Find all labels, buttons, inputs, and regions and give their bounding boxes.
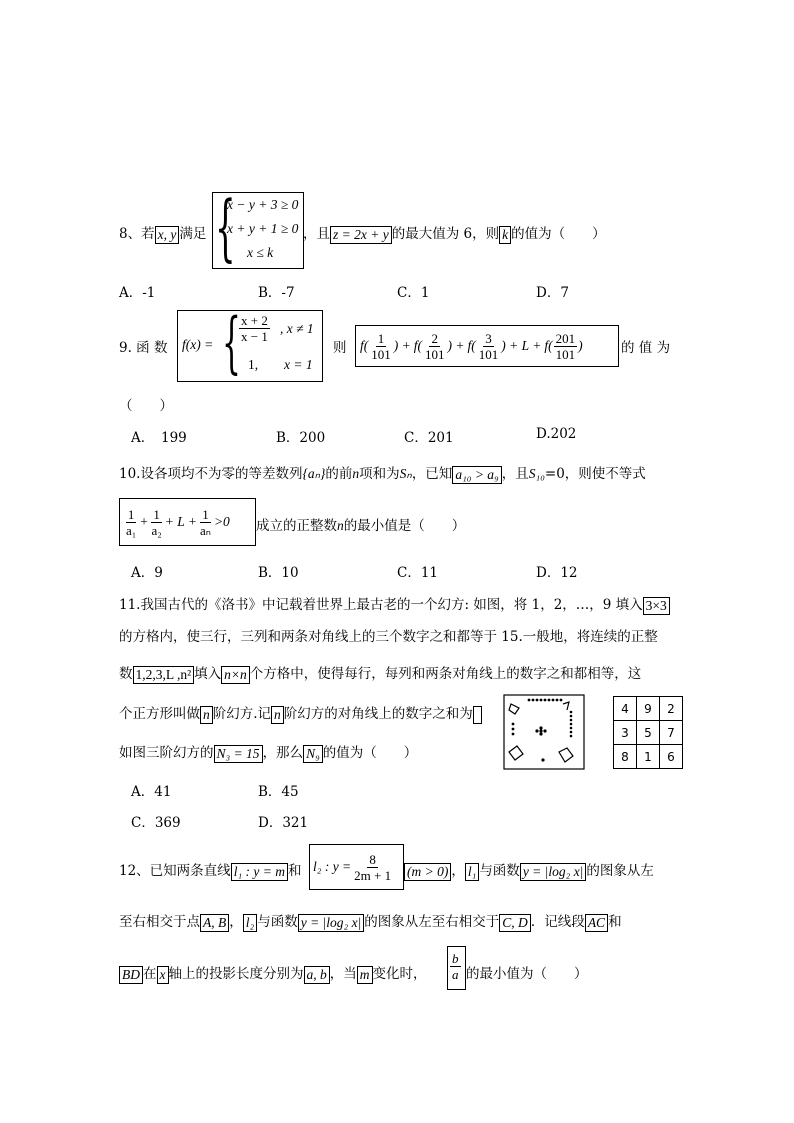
- q11-line3-a: 数: [119, 666, 133, 682]
- q10-term3-frac: [198, 507, 213, 538]
- q10-line1-c: 项和为: [359, 466, 400, 482]
- q10-term2-num: 1: [153, 506, 160, 522]
- q10-term1-frac: [124, 507, 138, 538]
- q11-line5: [119, 741, 417, 763]
- q9-option-c[interactable]: C．201: [404, 430, 454, 446]
- q10-line2-b: 的最小值是（ ）: [343, 518, 466, 534]
- q10-line1-f: =0，则使不等式: [544, 466, 646, 482]
- q10-line1-e: ，且: [501, 466, 529, 482]
- q12-l2-ref-box: l₂: [243, 914, 257, 932]
- q11-3x3-box: 3×3: [643, 597, 670, 615]
- q11-line1-a: 11.我国古代的《洛书》中记载着世界上最古老的一个幻方: 如图，将 1，2，…，9 填入: [119, 597, 643, 613]
- q9-term4-post: ): [578, 338, 583, 353]
- q10-option-c[interactable]: C．11: [397, 565, 439, 581]
- magic-square-cell: 9: [637, 697, 660, 721]
- q9-term4-pre: f(: [544, 338, 553, 353]
- q11-option-b[interactable]: B．45: [258, 784, 299, 800]
- q8-ineq-1: x − y + 3 ≥ 0: [227, 197, 299, 212]
- q9-option-b[interactable]: B．200: [276, 430, 326, 446]
- q12-line3-c: ，当: [329, 966, 357, 982]
- q12-ba-frac-box: [447, 946, 466, 990]
- q9-term3-frac: [477, 331, 501, 362]
- q8-brace: {: [215, 185, 236, 269]
- q8-stem: [119, 222, 206, 244]
- q12-line3-d: 变化时，: [372, 966, 427, 982]
- q10-cond-box: a₁₀ > a₉: [452, 466, 501, 484]
- q10-term3-op: >0: [213, 514, 230, 529]
- q10-option-a[interactable]: A．9: [131, 565, 163, 581]
- q8-satisfy: 满足: [179, 226, 207, 242]
- magic-square-row: [614, 745, 683, 769]
- q9-term2-post: ) +: [447, 338, 465, 353]
- q9-func-box: [177, 304, 323, 382]
- q12-ba-frac: [450, 951, 461, 982]
- q12-l2-den: 2m + 1: [354, 867, 392, 883]
- q10-option-b[interactable]: B．10: [258, 565, 299, 581]
- q9-brace: {: [222, 304, 241, 381]
- q10-ineq-box: [119, 498, 256, 546]
- q12-l2-num: 8: [369, 851, 376, 867]
- q10-line1-b: 的前: [325, 466, 353, 482]
- q12-m-box: m: [357, 966, 373, 984]
- q8-prefix: 8、若: [119, 226, 155, 242]
- q10-s10: S₁₀: [528, 466, 545, 481]
- q11-line4: [119, 702, 482, 724]
- q9-option-a[interactable]: A． 199: [131, 430, 187, 446]
- q10-line1-a: 10.设各项均不为零的等差数列: [119, 466, 303, 482]
- q12-ba-den: a: [452, 967, 459, 982]
- q9-sum: [360, 329, 583, 363]
- q12-line1-tail: 的图象从左: [586, 863, 654, 879]
- q11-option-d[interactable]: D．321: [258, 815, 309, 831]
- magic-square-cell: 2: [660, 697, 683, 721]
- q10-ineq: [123, 503, 230, 541]
- q10-sn: Sₙ: [399, 466, 412, 481]
- q11-line4-a: 个正方形叫做: [119, 706, 200, 722]
- q8-system-box: [212, 185, 304, 269]
- q8-k-box: k: [499, 226, 511, 244]
- q8-tail1: 的最大值为 6，则: [391, 226, 500, 242]
- q11-n9-box: N₉: [303, 745, 323, 763]
- q8-option-c[interactable]: C．1: [397, 285, 430, 301]
- q11-line1: [119, 593, 670, 615]
- q9-term3-post: ) + L +: [501, 338, 542, 353]
- magic-square-cell: 3: [614, 721, 637, 745]
- q8-and: ，且: [303, 226, 330, 242]
- q9-then: 则: [333, 340, 347, 356]
- q10-term2-frac: [149, 507, 163, 538]
- q12-intro: 12、已知两条直线: [119, 863, 231, 879]
- magic-square-cell: 4: [614, 697, 637, 721]
- magic-square-cell: 7: [660, 721, 683, 745]
- magic-square-cell: 5: [637, 721, 660, 745]
- q12-bd-box: BD: [119, 966, 143, 984]
- q8-option-b[interactable]: B．-7: [258, 285, 295, 301]
- q12-line3: [119, 962, 427, 984]
- magic-square-row: [614, 697, 683, 721]
- q9-paren: （ ）: [119, 398, 173, 414]
- q11-line5-c: 的值为（ ）: [322, 745, 418, 761]
- q11-n-box-1: n: [200, 706, 213, 724]
- q11-line3-b: 填入: [194, 666, 222, 682]
- q9-term4-frac: [554, 331, 578, 362]
- magic-square-grid: [613, 696, 683, 769]
- q10-line1: [119, 462, 646, 484]
- q8-option-d[interactable]: D．7: [536, 285, 569, 301]
- q10-term1-op: +: [139, 514, 149, 529]
- q10-term3-num: 1: [202, 506, 209, 522]
- q12-func-box-2: y = |log₂ x|: [298, 914, 365, 932]
- magic-square-cell: 1: [637, 745, 660, 769]
- q9-case2-cond: x = 1: [284, 357, 313, 372]
- q12-l2-frac: [352, 852, 393, 883]
- q12-ab-box: A, B: [200, 914, 229, 932]
- q12-cd-box: C, D: [499, 914, 531, 932]
- q9-prefix: 9. 函 数: [119, 340, 168, 356]
- q12-line2-a: 至右相交于点: [119, 914, 200, 930]
- q11-line2: 的方格内，使三行，三列和两条对角线上的三个数字之和都等于 15.一般地，将连续的正整: [119, 629, 658, 645]
- q11-option-c[interactable]: C．369: [131, 815, 181, 831]
- q12-l1-ref-box: l₁: [465, 863, 479, 881]
- q12-x-box: x: [157, 966, 169, 984]
- q12-line2-e: ．记线段: [530, 914, 585, 930]
- q12-ba-num: b: [452, 951, 459, 966]
- q8-objective-box: z = 2x + y: [330, 226, 392, 244]
- q9-term2-den: 101: [424, 346, 445, 362]
- luoshu-figure: [503, 694, 585, 770]
- q11-option-a[interactable]: A．41: [131, 784, 172, 800]
- q8-option-a[interactable]: A．-1: [119, 285, 156, 301]
- q10-term2-den: a₂: [151, 522, 162, 538]
- magic-square-row: [614, 721, 683, 745]
- q9-term3-den: 101: [478, 346, 499, 362]
- q9-term4-den: 101: [555, 346, 576, 362]
- q12-func-box: y = |log₂ x|: [520, 863, 587, 881]
- q8-tail2: 的值为（ ）: [511, 226, 606, 242]
- q12-with-func: 与函数: [479, 863, 520, 879]
- q10-term2-op: + L +: [164, 514, 197, 529]
- q10-term1-num: 1: [127, 506, 135, 522]
- q11-line5-a: 如图三阶幻方的: [119, 745, 214, 761]
- q12-line3-tail: 的最小值为（ ）: [466, 966, 588, 982]
- q12-line1-b: [404, 859, 654, 881]
- q12-line2: [119, 910, 622, 932]
- q11-line3: [119, 662, 641, 684]
- q10-line2-a: 成立的正整数: [256, 518, 337, 534]
- q12-ab-proj-box: a, b: [304, 966, 330, 984]
- q9-term2-pre: f(: [413, 338, 422, 353]
- q12-line1-a: [119, 859, 301, 881]
- q9-case1-den: x − 1: [241, 329, 268, 344]
- q10-n: n: [352, 466, 360, 481]
- q9-term3-pre: f(: [467, 338, 476, 353]
- magic-square-cell: 8: [614, 745, 637, 769]
- q9-tail: 的 值 为: [621, 340, 671, 356]
- q12-l2-expr: [313, 848, 394, 886]
- q9-case1-cond: , x ≠ 1: [280, 321, 314, 336]
- q12-l2-box: [309, 844, 404, 890]
- q9-term4-num: 201: [555, 330, 576, 346]
- q11-truncated-box: [473, 706, 482, 724]
- q9-term1-num: 1: [377, 330, 385, 346]
- q10-term1-den: a₁: [126, 522, 137, 538]
- q12-and: 和: [287, 863, 302, 879]
- q10-seq: {aₙ}: [302, 466, 326, 481]
- q9-option-d[interactable]: D.202: [536, 426, 577, 442]
- q9-term2-num: 2: [431, 330, 438, 346]
- q8-stem-2: [303, 222, 606, 244]
- q9-term3-num: 3: [485, 330, 492, 346]
- q11-n-box-2: n: [271, 706, 284, 724]
- q12-line2-d: 的图象从左至右相交于: [364, 914, 500, 930]
- q12-l1-box: l₁ : y = m: [231, 863, 288, 881]
- q12-line2-b: ，: [229, 914, 243, 930]
- q9-term1-frac: [369, 331, 393, 362]
- q11-line3-c: 个方格中，使得每行，每列和两条对角线上的数字之和都相等，这: [249, 666, 642, 682]
- q10-line1-d: ，已知: [411, 466, 453, 482]
- q9-term2-frac: [423, 331, 447, 362]
- q10-option-d[interactable]: D．12: [536, 565, 578, 581]
- q10-line2: [256, 514, 465, 534]
- q11-line4-b: 阶幻方.记: [212, 706, 272, 722]
- q9-term1-den: 101: [371, 346, 391, 362]
- q8-ineq-3: x ≤ k: [247, 245, 274, 260]
- q12-line2-c: 与函数: [257, 914, 298, 930]
- q11-seq-box: 1,2,3,L ,n²: [133, 666, 195, 684]
- q12-comma: ，: [451, 863, 465, 879]
- q8-vars-box: x, y: [155, 226, 180, 244]
- q12-line3-b: 轴上的投影长度分别为: [168, 966, 304, 982]
- q11-line5-b: ，那么: [262, 745, 304, 761]
- q12-ac-box: AC: [585, 914, 608, 932]
- q9-func-lhs: f(x) =: [182, 337, 214, 352]
- q10-line2-n: n: [337, 518, 344, 533]
- q8-ineq-2: x + y + 1 ≥ 0: [227, 221, 299, 236]
- q9-term1-post: ) +: [393, 338, 411, 353]
- q9-sum-box: [355, 325, 619, 367]
- q9-case1-num: x + 2: [241, 313, 268, 328]
- magic-square-cell: 6: [660, 745, 683, 769]
- q9-term1-pre: f(: [360, 338, 369, 353]
- q11-nxn-box: n×n: [221, 666, 250, 684]
- q12-cond-box: (m > 0): [404, 863, 451, 881]
- q9-case1-frac: [239, 313, 270, 344]
- q12-line2-f: 和: [608, 914, 622, 930]
- q12-line3-a: 在: [143, 966, 157, 982]
- q9-case2-expr: 1,: [248, 357, 259, 372]
- q10-term3-den: aₙ: [199, 522, 211, 538]
- q11-line4-c: 阶幻方的对角线上的数字之和为: [283, 706, 473, 722]
- q11-n3-box: N₃ = 15: [214, 745, 263, 763]
- q12-l2-pre: l₂ : y =: [313, 859, 352, 874]
